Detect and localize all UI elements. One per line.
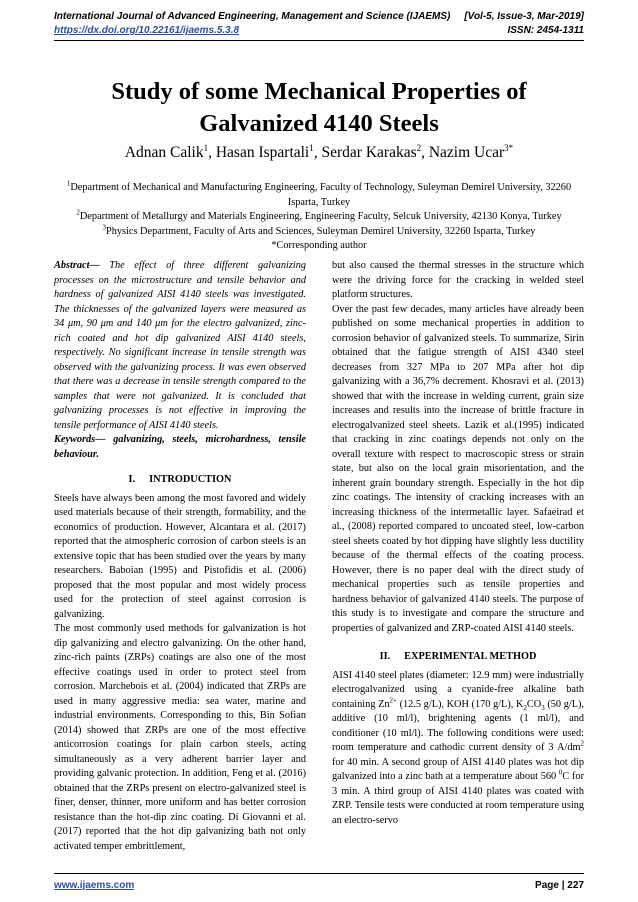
author: Hasan Ispartali$^1$, xyxy=(215,142,322,161)
keywords: Keywords— galvanizing, steels, microhardness, tensile behaviour. xyxy=(54,434,306,460)
paragraph: AISI 4140 steel plates (diameter: 12.9 mm) were industrially electrogalvanized using a cyanide-free alkaline bath containing $Zn^{2+}$ (12.5 g/L), KOH (170 g/L), $K_2CO_3$ (50 g/L), additive (10 ml/l), brightening agents (1 ml/l), and conditioner (10 ml/l). The following conditions were used: room temperature and cathodic current density of 3 $A/dm^2$ for 40 min. A second group of AISI 4140 plates was hot dip galvanized into a zinc bath at a temperature about 560 $^0$C for 3 min. A third group of AISI 4140 plates was coated with ZRP. Tensile tests were conducted at room temperature using an electro-servo xyxy=(332,669,584,826)
abstract: Abstract— The effect of three different galvanizing processes on the microstructure and tensile behavior and hardness of galvanized AISI 4140 steels was investigated. The thicknesses of the galvanized layers were measured as 34 μm, 90 μm and 140 μm for the electro galvanized, zinc-rich coated and hot dip galvanized AISI 4140 steels, respectively. No significant increase in tensile strength was observed with the galvanizing process. It was even observed that there was a decrease in tensile strength compared to the samples that were not galvanized. It is concluded that galvanizing processes is not effective in improving the tensile performance of AISI 4140 steels. xyxy=(54,260,306,431)
volume-info: [Vol-5, Issue-3, Mar-2019] xyxy=(464,11,584,22)
journal-header xyxy=(54,11,584,23)
title-line-2: Galvanized 4140 Steels xyxy=(199,110,439,137)
paragraph: Over the past few decades, many articles have already been published on some mechanical properties in addition to corrosion behavior of galvanized steels. To summarize, Sirin obtained that the fatigue strength of AISI 4340 steel decreases from 327 MPa to 207 MPa after hot dip galvanizing with a 36,7% decrement. Khosravi et al. (2013) showed that with the increase in welding current, grain size increases and results into the increase of brittle fracture in electrogalvanized steel sheets. Lazik et al.(1995) indicated that cracking in zinc coatings depends not only on the overall texture with respect to macroscopic stress or strain state, but also on the local grain misorientation, and the inherent grain boundary strength. Especially in the hot dip zinc coatings. The intensity of cracking increases with an increasing thickness of the intermetallic layer. Safaeirad et al., (2008) reported compared to uncoated steel, low-carbon steel sheets coated by hot dipping have slightly less ductility because of the thermal effects of the coating process. However, there is no paper deal with the direct study of mechanical properties such as tensile properties and hardness behavior of galvanized 4140 steels. The purpose of this study is to investigate and compare the structure and properties of galvanized and ZRP-coated AISI 4140 steels. xyxy=(332,303,584,634)
right-column xyxy=(332,259,584,828)
author: Nazim Ucar$^{3*}$ xyxy=(428,142,514,161)
affiliation-3: $^3$Physics Department, Faculty of Arts and Sciences, Suleyman Demirel University, 32260 Isparta, Turkey xyxy=(102,223,536,237)
header-divider xyxy=(54,40,584,41)
author-list xyxy=(54,143,584,163)
journal-website-link[interactable]: www.ijaems.com xyxy=(54,880,135,891)
section-heading-experimental: II. EXPERIMENTAL METHOD xyxy=(379,651,537,662)
affiliation-1: $^1$Department of Mechanical and Manufacturing Engineering, Faculty of Technology, Suleyman Demirel University, 32260 Isparta, Turkey xyxy=(66,179,572,208)
doi-line xyxy=(54,25,584,37)
doi-link[interactable]: https://dx.doi.org/10.22161/ijaems.5.3.8 xyxy=(54,25,240,36)
author: Adnan Calik$^1$, xyxy=(124,142,216,161)
journal-name: International Journal of Advanced Engineering, Management and Science (IJAEMS) xyxy=(54,11,451,22)
title-line-1: Study of some Mechanical Properties of xyxy=(111,78,527,105)
paragraph: Steels have always been among the most favored and widely used materials because of their strength, formability, and the economics of production. However, Alcantara et al. (2017) reported that the atmospheric corrosion of carbon steels is an extensive topic that has been studied over the years by many researchers. Baboian (1995) and Pistofidis et al. (2006) proposed that the most popular and most widely process used for the protection of steel against corrosion is galvanizing. xyxy=(54,492,306,620)
affiliations xyxy=(54,181,584,254)
left-column xyxy=(54,259,306,854)
affiliation-2: $^2$Department of Metallurgy and Materials Engineering, Engineering Faculty, Selcuk University, 42130 Konya, Turkey xyxy=(76,208,562,223)
section-heading-introduction: I. INTRODUCTION xyxy=(128,474,232,485)
paragraph: but also caused the thermal stresses in the structure which were the driving force for the cracking in welded steel platform structures. xyxy=(332,260,584,300)
page-number: Page | 227 xyxy=(535,880,584,891)
issn: ISSN: 2454-1311 xyxy=(507,25,584,36)
footer-divider xyxy=(54,873,584,874)
corresponding-author: *Corresponding author xyxy=(271,240,367,252)
page-footer xyxy=(54,880,584,892)
paper-title xyxy=(54,76,584,140)
author: Serdar Karakas$^2$, xyxy=(321,142,429,161)
paragraph: The most commonly used methods for galvanization is hot dip galvanizing and electro galvanizing. On the other hand, zinc-rich paints (ZRPs) coatings are also one of the most effective coatings used in order to protect steel from corrosion. Marchebois et al. (2004) indicated that ZRPs are used in many aggressive media: sea water, marine and industrial environments. Corresponding to this, Bin Sofian (2014) showed that ZRPs are one of the most effective anticorrosion coatings for plain carbon steels, acting simultaneously as a very adherent barrier layer and providing galvanic protection. In addition, Feng et al. (2016) obtained that the ZRPs present on electro-galvanized steel is finer, denser, thinner, more uniform and has better corrosion resistance than the hot-dip zinc coating. Di Giovanni et al. (2017) reported that the hot dip galvanizing bath not only activated temper embrittlement, xyxy=(54,623,306,852)
